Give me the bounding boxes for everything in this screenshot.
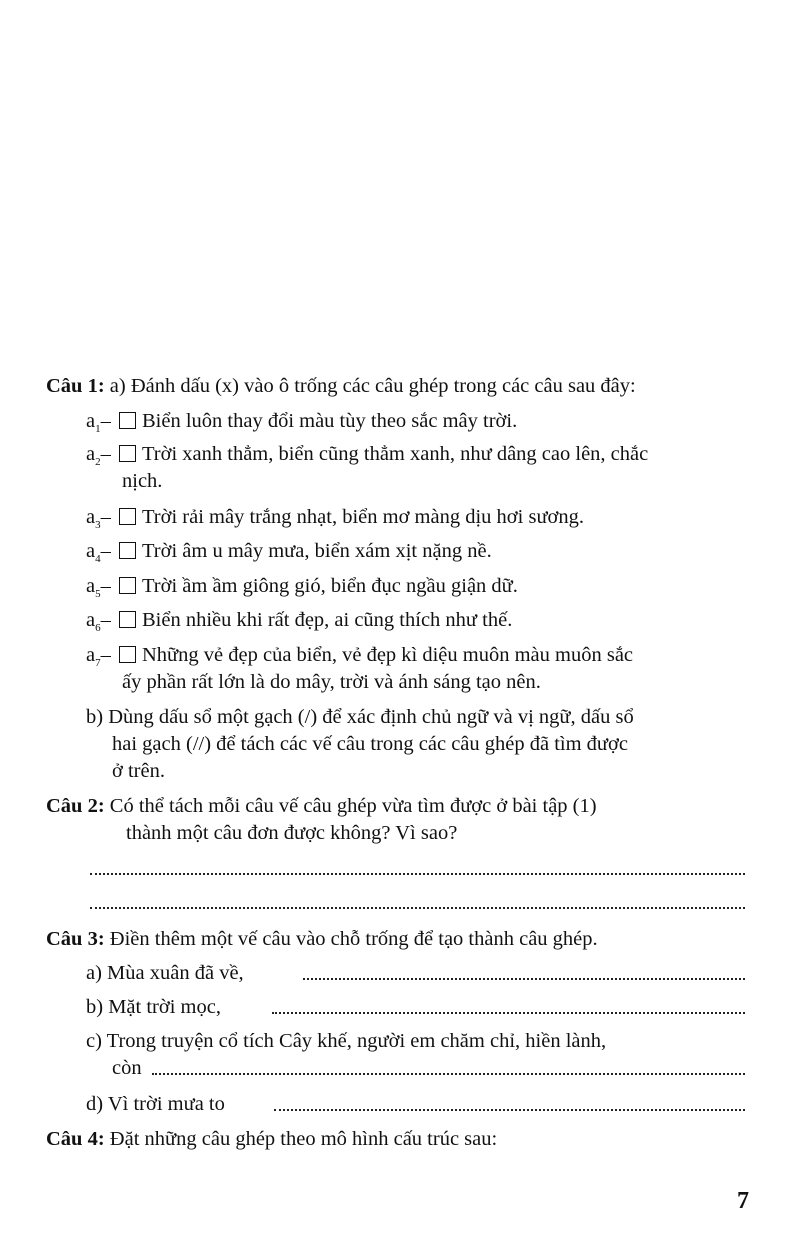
q1-instruction-a: a) Đánh dấu (x) vào ô trống các câu ghép trong các câu sau đây:	[109, 375, 636, 397]
q1-item-a4-text: Trời âm u mây mưa, biển xám xịt nặng nề.	[141, 540, 492, 562]
checkbox-a5[interactable]	[119, 577, 136, 594]
q2-heading	[46, 793, 597, 819]
q1-item-a5: $a_5-$ Trời ầm ầm giông gió, biển đục ngầu giận dữ.	[86, 575, 518, 600]
checkbox-a4[interactable]	[119, 542, 136, 559]
q1-item-a2: $a_2-$ Trời xanh thẳm, biển cũng thẳm xanh, như dâng cao lên, chắc	[86, 443, 649, 468]
q1-item-a7-cont: ấy phần rất lớn là do mây, trời và ánh sáng tạo nên.	[122, 671, 541, 693]
q1-instruction-b-2: hai gạch (//) để tách các vế câu trong các câu ghép đã tìm được	[112, 733, 628, 755]
q1-item-a7-text: Những vẻ đẹp của biển, vẻ đẹp kì diệu muôn màu muôn sắc	[141, 644, 634, 666]
q3-d-blank[interactable]	[274, 1109, 745, 1111]
q1-item-a7: $a_7-$ Những vẻ đẹp của biển, vẻ đẹp kì diệu muôn màu muôn sắc	[86, 644, 634, 669]
q1-item-a5-text: Trời ầm ầm giông gió, biển đục ngầu giận dữ.	[141, 575, 518, 597]
q1-item-a4: $a_4-$ Trời âm u mây mưa, biển xám xịt nặng nề.	[86, 540, 492, 565]
q2-answer-line-1[interactable]	[90, 873, 745, 875]
q3-item-a: a) Mùa xuân đã về,	[86, 962, 244, 984]
q3-item-c-line2: còn	[112, 1057, 142, 1079]
page-number: 7	[737, 1188, 749, 1214]
q3-item-b: b) Mặt trời mọc,	[86, 996, 221, 1018]
q4-instruction: Đặt những câu ghép theo mô hình cấu trúc sau:	[109, 1128, 498, 1150]
q3-item-c-line1: c) Trong truyện cổ tích Cây khế, người em chăm chỉ, hiền lành,	[86, 1030, 607, 1052]
checkbox-a1[interactable]	[119, 412, 136, 429]
q4-label: Câu 4:	[46, 1128, 105, 1150]
checkbox-a7[interactable]	[119, 646, 136, 663]
q1-instruction-b-1: b) Dùng dấu sổ một gạch (/) để xác định chủ ngữ và vị ngữ, dấu sổ	[86, 706, 634, 728]
q2-answer-line-2[interactable]	[90, 907, 745, 909]
q4-heading	[46, 1126, 497, 1152]
q3-a-blank[interactable]	[303, 978, 745, 980]
checkbox-a3[interactable]	[119, 508, 136, 525]
q1-item-a3-text: Trời rải mây trắng nhạt, biển mơ màng dịu hơi sương.	[141, 506, 585, 528]
q3-instruction: Điền thêm một vế câu vào chỗ trống để tạo thành câu ghép.	[109, 928, 598, 950]
q3-heading	[46, 926, 598, 952]
q1-item-a2-text: Trời xanh thẳm, biển cũng thẳm xanh, như dâng cao lên, chắc	[141, 443, 649, 465]
q3-label: Câu 3:	[46, 928, 105, 950]
q3-c-blank[interactable]	[152, 1073, 745, 1075]
q3-b-blank[interactable]	[272, 1012, 745, 1014]
q1-item-a1: $a_1-$ Biển luôn thay đổi màu tùy theo sắc mây trời.	[86, 410, 518, 435]
q2-text-line1: Có thể tách mỗi câu vế câu ghép vừa tìm được ở bài tập (1)	[109, 795, 597, 817]
q1-item-a6: $a_6-$ Biển nhiều khi rất đẹp, ai cũng thích như thế.	[86, 609, 513, 634]
q1-item-a2-cont: nịch.	[122, 470, 163, 492]
q1-item-a3: $a_3-$ Trời rải mây trắng nhạt, biển mơ màng dịu hơi sương.	[86, 506, 585, 531]
q1-heading	[46, 373, 636, 399]
q2-text-line2: thành một câu đơn được không? Vì sao?	[126, 822, 458, 844]
checkbox-a6[interactable]	[119, 611, 136, 628]
q1-instruction-b-3: ở trên.	[112, 760, 165, 782]
q1-label: Câu 1:	[46, 375, 105, 397]
q2-label: Câu 2:	[46, 795, 105, 817]
q3-item-d: d) Vì trời mưa to	[86, 1093, 225, 1115]
q1-item-a1-text: Biển luôn thay đổi màu tùy theo sắc mây trời.	[141, 410, 518, 432]
checkbox-a2[interactable]	[119, 445, 136, 462]
q1-item-a6-text: Biển nhiều khi rất đẹp, ai cũng thích như thế.	[141, 609, 513, 631]
